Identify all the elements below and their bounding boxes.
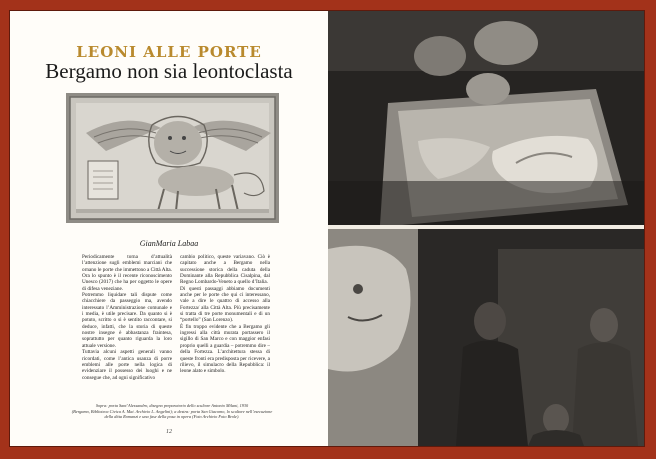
- paragraph: È fin troppo evidente che a Bergamo gli ingressi alla città murata portassero il sigillo di San Marco e con maggior enfasi proprio quelli a guardia – potremmo dire – della Fortezza. L’architettura stessa di queste fronti era predisposta per ricevere, a rilievo, il simulacro della Repubblica: il leone alato e simbolo.: [180, 323, 270, 375]
- page-number: 12: [166, 429, 172, 435]
- workers-bottom-photo: [328, 229, 644, 446]
- article-author: GianMaria Labaa: [139, 239, 199, 248]
- paragraph: Potremmo liquidare tali dispute come chiacchiere da passeggio ma, avendo interessato l’Amministrazione comunale e i media, è utile precisare. Da quanto si è potuto, scritto o si è sentito raccontare, si deduce, infatti, che la storia di queste nostre insegne è abbastanza fraintesa, soprattutto per quanto riguarda la loro attuale versione.: [82, 292, 172, 349]
- winged-lion-relief-image: [66, 93, 279, 223]
- text-column-2: [180, 254, 270, 375]
- left-page: [10, 11, 328, 446]
- magazine-spread: [10, 11, 644, 446]
- paragraph: cambio politico, queste variavano. Ciò è capitato anche a Bergamo nella successione storica della caduta della Dominante alla Repubblica Cisalpina, dal Regno Lombardo-Veneto a quello d’Italia.: [180, 254, 270, 286]
- image-caption: [70, 403, 274, 420]
- right-page: [328, 11, 644, 446]
- text-column-1: [82, 254, 172, 381]
- paragraph: Tuttavia alcuni aspetti generali vanno ricordati, come l’antica usanza di porre emblemi alle porte nella logica di evidenziare il possesso dei luoghi e ne consegue che, ad ogni significativo: [82, 349, 172, 381]
- paragraph: Di questi passaggi abbiamo documenti anche per le porte che qui ci interessano, vale a dire le quattro di accesso alla Fortezza/ alla Città Alta. Più precisamente si tratta di tre porte monumentali e di un “portello” (San Lorenzo).: [180, 285, 270, 324]
- article-kicker: LEONI ALLE PORTE: [76, 43, 262, 61]
- caption-line: della ditta Romanzi e una fase della posa in opera (Foto Archivio Foto Brole).: [104, 414, 240, 420]
- caption-line: Sopra: porta Sant’Alessandro, disegno preparatorio dello scultore Antonio Milani, 1930: [95, 403, 249, 408]
- article-title: Bergamo non sia leontoclasta: [45, 59, 293, 83]
- paragraph: Periodicamente torna d’attualità l’attenzione sugli emblemi marciani che ornano le porte che immettono a Città Alta. Ora lo spunto è il recente riconoscimento Unesco (2017) che ha per oggetto le opere di difesa veneziane.: [82, 254, 172, 292]
- sculptors-top-photo: [328, 11, 644, 225]
- caption-line: (Bergamo, Biblioteca Civica A. Mai. Archivio L. Angelini); a destra: porta San Giacomo, lo scultore nell’esecuzione: [71, 408, 273, 414]
